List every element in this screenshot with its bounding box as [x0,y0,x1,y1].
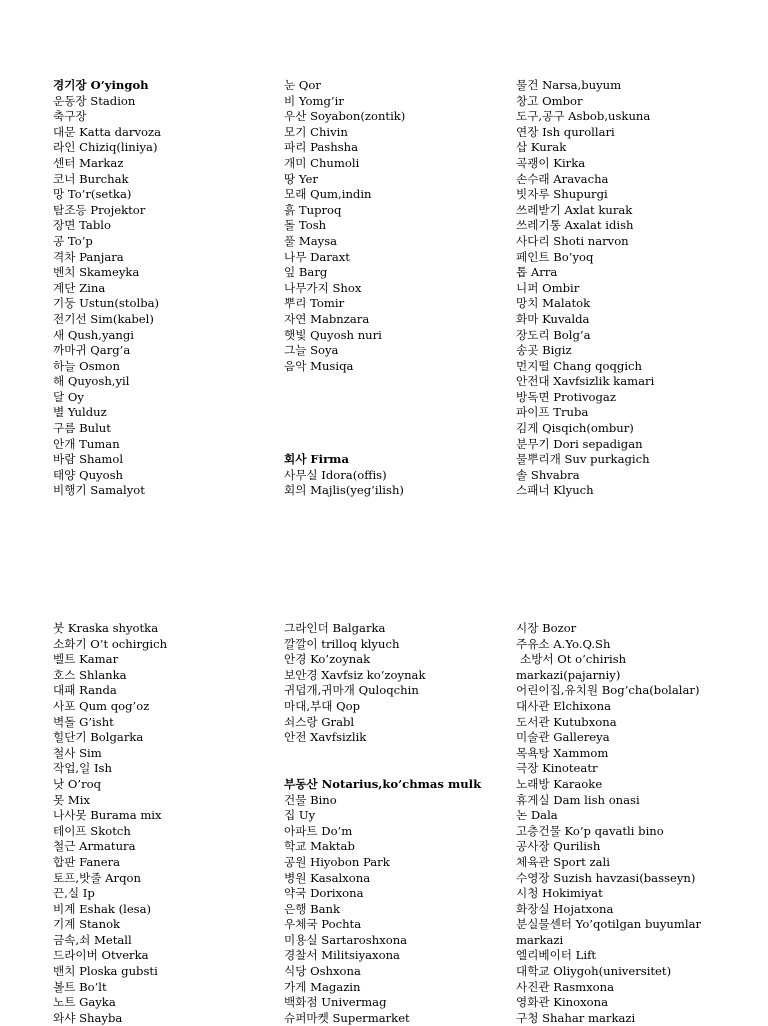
vocab-entry: 연장 Ish qurollari [516,124,615,139]
vocab-entry: 사다리 Shoti narvon [516,233,629,248]
vocab-entry: 백화점 Univermag [284,995,387,1010]
vocab-entry: 미용실 Sartaroshxona [284,932,408,947]
vocab-entry: 운동장 Stadion [53,93,136,108]
vocab-entry: 어린이집,유치원 Bog’cha(bolalar) [516,683,700,698]
vocab-entry: 목욕탕 Xammom [516,745,609,760]
vocab-entry: 잎 Barg [284,265,328,280]
vocab-entry: 라인 Chiziq(liniya) [53,140,158,155]
spacer [284,746,481,762]
vocab-entry: 코너 Burchak [53,171,129,186]
vocab-entry: 풀 Maysa [284,233,338,248]
vocab-entry: 창고 Ombor [516,93,583,108]
vocab-entry: 식당 Oshxona [284,964,361,979]
vocab-entry: 모래 Qum,indin [284,187,372,202]
vocab-entry: 합판 Fanera [53,854,121,869]
spacer [284,761,481,777]
spacer [284,437,405,453]
vocab-entry: 집 Uy [284,808,316,823]
vocab-entry: 낫 O’roq [53,776,102,791]
vocab-entry: 회의 Majlis(yeg’ilish) [284,483,404,498]
vocab-entry: 엘리베이터 Lift [516,948,597,963]
vocab-column-2 [284,78,405,499]
vocab-entry: 벽돌 G’isht [53,714,114,729]
vocab-entry: 사무실 Idora(offis) [284,467,387,482]
vocab-entry: 센터 Markaz [53,155,124,170]
vocab-entry: 분실물센터 Yo’qotilgan buyumlar [516,917,702,932]
vocab-entry: 격차 Panjara [53,249,124,264]
vocab-entry: 돌 Tosh [284,218,327,233]
vocab-entry: 곡괭이 Kirka [516,155,586,170]
section-heading: 부동산 Notarius,ko’chmas mulk [284,776,482,791]
vocab-entry: 구름 Bulut [53,421,111,436]
spacer [284,374,405,390]
vocab-entry: 극장 Kinoteatr [516,761,598,776]
vocab-entry: 파이프 Truba [516,405,589,420]
vocab-entry: 그라인더 Balgarka [284,621,386,635]
vocab-entry: 가게 Magazin [284,979,361,994]
vocab-entry: 땅 Yer [284,171,318,186]
vocab-entry: 소방서 Ot o’chirish [520,652,627,667]
vocab-entry: 테이프 Skotch [53,823,131,838]
vocab-entry: markazi(pajarniy) [516,667,621,682]
vocab-entry: 물건 Narsa,buyum [516,78,622,92]
vocab-entry: 안전 Xavfsizlik [284,730,367,745]
section-heading: 경기장 O’yingoh [53,78,149,92]
vocab-entry: 호스 Shlanka [53,667,127,682]
vocab-entry: 벨트 Kamar [53,652,119,667]
vocab-entry: 쓰레기통 Axalat idish [516,218,634,233]
vocab-entry: 영화관 Kinoxona [516,995,608,1010]
vocab-entry: 아파트 Do’m [284,823,353,838]
spacer [284,421,405,437]
vocab-entry: 손수래 Aravacha [516,171,609,186]
vocab-entry: 달 Oy [53,389,84,404]
vocab-column-1 [53,78,161,499]
vocab-entry: 금속,쇠 Metall [53,932,132,947]
vocab-entry: 뿌리 Tomir [284,296,345,311]
vocab-entry: 톱 Arra [516,265,558,280]
vocab-entry: 사포 Qum qog’oz [53,698,150,713]
vocab-entry: 파리 Pashsha [284,140,359,155]
vocab-entry: 학교 Maktab [284,839,355,854]
vocab-column-4 [53,621,167,1026]
vocab-entry: 분무기 Dori sepadigan [516,436,643,451]
vocab-entry: 철근 Armatura [53,839,136,854]
vocab-entry: 공 To’p [53,233,93,248]
vocab-entry: 축구장 [53,109,87,124]
vocab-entry: 슈퍼마켓 Supermarket [284,1010,410,1025]
vocab-column-3 [516,78,654,499]
vocab-entry: 보안경 Xavfsiz ko’zoynak [284,667,426,682]
vocab-entry: 화장실 Hojatxona [516,901,614,916]
vocab-entry: 볼트 Bo’lt [53,979,107,994]
vocab-entry: 비계 Eshak (lesa) [53,901,152,916]
vocab-entry: 논 Dala [516,808,558,823]
vocab-entry: 대문 Katta darvoza [53,124,161,139]
vocab-entry: 철사 Sim [53,745,102,760]
vocab-entry: 공사장 Qurilish [516,839,601,854]
vocab-entry: 귀덥개,귀마개 Quloqchin [284,683,419,698]
vocab-entry: 대사관 Elchixona [516,698,612,713]
vocab-entry: 구청 Shahar markazi [516,1010,636,1025]
vocab-entry: 삽 Kurak [516,140,567,155]
vocab-entry: 못 Mix [53,792,91,807]
vocab-entry: 붓 Kraska shyotka [53,621,159,635]
vocab-entry: 와샤 Shayba [53,1010,123,1025]
vocab-entry: 페인트 Bo’yoq [516,249,594,264]
vocab-entry: 안개 Tuman [53,436,120,451]
vocab-entry: 휴게실 Dam lish onasi [516,792,640,807]
vocab-entry: 흙 Tuproq [284,202,342,217]
vocab-entry: 밴치 Ploska gubsti [53,964,158,979]
vocab-entry: 하늘 Osmon [53,358,120,373]
vocab-entry: 개미 Chumoli [284,155,360,170]
vocab-entry: 나무 Daraxt [284,249,350,264]
vocab-entry: 니퍼 Ombir [516,280,580,295]
vocab-entry: 드라이버 Otverka [53,948,149,963]
vocab-entry: 끈,실 Ip [53,886,95,901]
vocab-entry: 쓰레받기 Axlat kurak [516,202,633,217]
vocab-entry: 작업,일 Ish [53,761,112,776]
vocab-entry: 고층건물 Ko’p qavatli bino [516,823,664,838]
vocab-entry: 도구,공구 Asbob,uskuna [516,109,651,124]
vocab-entry: 사진관 Rasmxona [516,979,615,994]
vocab-column-6 [516,621,701,1026]
vocab-entry: 시청 Hokimiyat [516,886,603,901]
vocab-entry: 새 Qush,yangi [53,327,135,342]
vocab-entry: 대패 Randa [53,683,117,698]
vocab-entry: 나사못 Burama mix [53,808,162,823]
vocab-entry: 체육관 Sport zali [516,854,610,869]
vocab-entry: 망치 Malatok [516,296,591,311]
vocab-entry: 장도리 Bolg’a [516,327,591,342]
vocab-entry: 도서관 Kutubxona [516,714,617,729]
vocab-entry: 스패너 Klyuch [516,483,594,498]
vocab-entry: 기계 Stanok [53,917,121,932]
vocab-entry: 힐단기 Bolgarka [53,730,144,745]
vocab-entry: 음악 Musiqa [284,358,354,373]
vocab-entry: 먼지떨 Chang qoqgich [516,358,643,373]
vocab-entry: 그늘 Soya [284,343,339,358]
vocab-entry: 시장 Bozor [516,621,577,635]
vocab-entry: markazi [516,932,564,947]
vocab-entry: 노래방 Karaoke [516,776,603,791]
vocab-entry: 화마 Kuvalda [516,311,590,326]
vocab-entry: 방독면 Protivogaz [516,389,616,404]
vocab-entry: 대학교 Oliygoh(universitet) [516,964,672,979]
vocab-entry: 바람 Shamol [53,452,124,467]
vocab-entry: 벤치 Skameyka [53,265,140,280]
vocab-entry: 별 Yulduz [53,405,107,420]
vocab-entry: 김게 Qisqich(ombur) [516,421,634,436]
vocab-entry: 안전대 Xavfsizlik kamari [516,374,655,389]
vocab-entry: 경찰서 Militsiyaxona [284,948,400,963]
vocab-entry: 해 Quyosh,yil [53,374,130,389]
vocab-entry: 마대,부대 Qop [284,698,361,713]
vocab-entry: 노트 Gayka [53,995,116,1010]
vocab-entry: 기둥 Ustun(stolba) [53,296,160,311]
spacer [284,390,405,406]
vocab-entry: 건물 Bino [284,792,337,807]
vocab-entry: 까마귀 Qarg’a [53,343,131,358]
vocab-entry: 쇠스랑 Grabl [284,714,355,729]
vocab-entry: 소화기 O’t ochirgich [53,636,168,651]
vocab-entry: 수영장 Suzish havzasi(basseyn) [516,870,696,885]
vocab-entry: 나무가지 Shox [284,280,362,295]
vocab-entry: 깔깔이 trilloq klyuch [284,636,400,651]
vocab-entry: 눈 Qor [284,78,321,92]
vocab-entry: 미술관 Gallereya [516,730,610,745]
vocab-entry: 비행기 Samalyot [53,483,145,498]
vocab-entry: 모기 Chivin [284,124,348,139]
vocab-entry: 비 Yomg’ir [284,93,344,108]
vocab-entry: 은행 Bank [284,901,341,916]
vocab-entry: 솔 Shvabra [516,467,580,482]
section-heading: 회사 Firma [284,452,349,467]
vocab-entry: 송곳 Bigiz [516,343,572,358]
vocab-entry: 주유소 A.Yo.Q.Sh [516,636,611,651]
vocab-entry: 태양 Quyosh [53,467,124,482]
vocab-entry: 안경 Ko’zoynak [284,652,371,667]
vocab-column-5 [284,621,481,1026]
vocab-entry: 우체국 Pochta [284,917,362,932]
vocab-entry: 장면 Tablo [53,218,111,233]
vocab-entry: 망 To’r(setka) [53,187,132,202]
vocab-entry: 병원 Kasalxona [284,870,371,885]
vocab-entry: 계단 Zina [53,280,106,295]
vocab-entry: 빗자루 Shupurgi [516,187,608,202]
vocab-entry: 우산 Soyabon(zontik) [284,109,406,124]
vocab-entry: 공원 Hiyobon Park [284,854,390,869]
vocab-entry: 약국 Dorixona [284,886,364,901]
vocab-entry: 물뿌리개 Suv purkagich [516,452,650,467]
vocab-entry: 햇빛 Quyosh nuri [284,327,382,342]
spacer [284,405,405,421]
vocab-entry: 토프,밧줄 Arqon [53,870,141,885]
vocab-entry: 전기선 Sim(kabel) [53,311,154,326]
vocab-entry: 자연 Mabnzara [284,311,370,326]
vocab-entry: 탐조등 Projektor [53,202,146,217]
